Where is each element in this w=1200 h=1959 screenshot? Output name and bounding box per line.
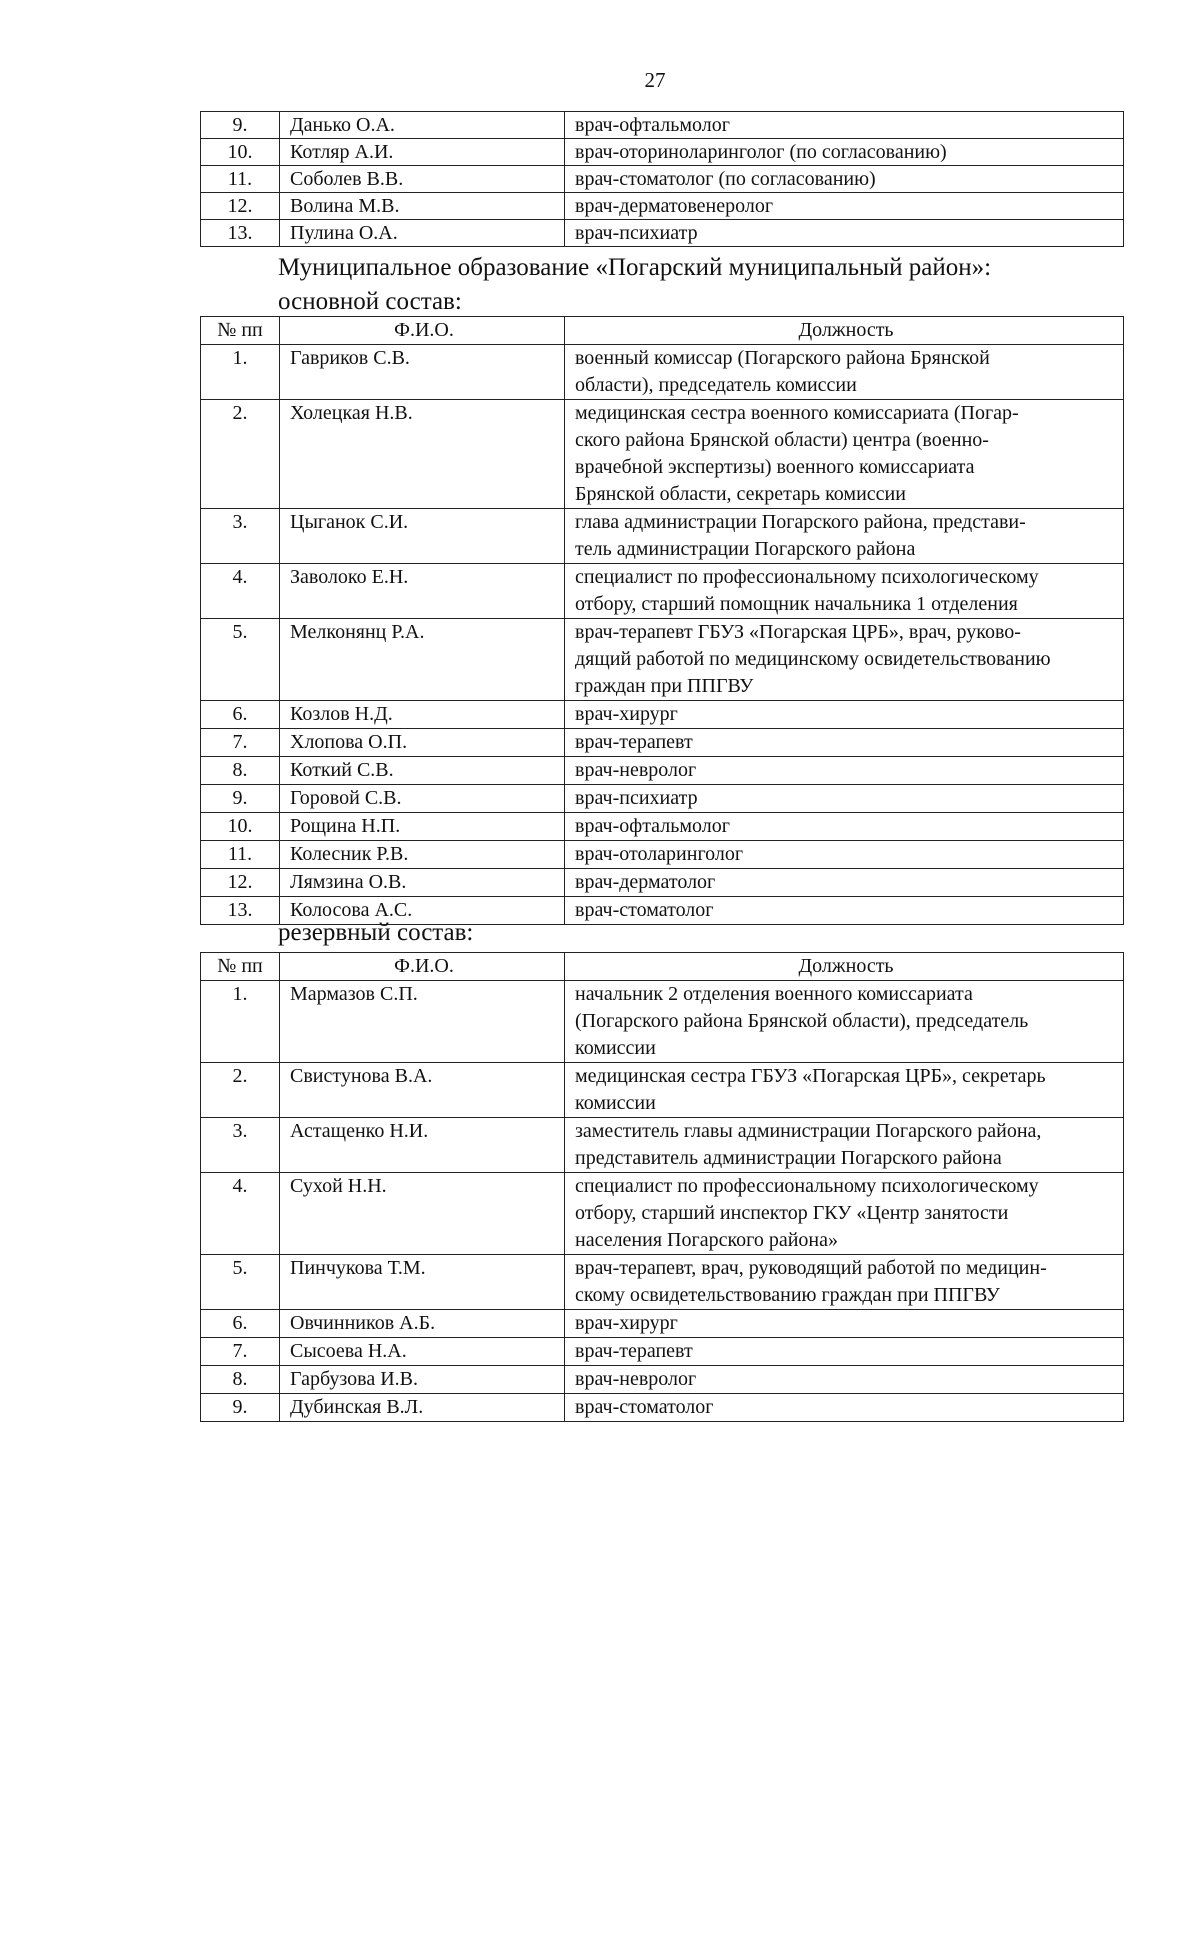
position-line: медицинская сестра военного комиссариата (Погар- — [575, 402, 1019, 424]
person-name: Цыганок С.И. — [280, 509, 565, 564]
table-row — [201, 757, 1124, 785]
position-cell — [565, 1118, 1124, 1173]
position-cell — [565, 564, 1124, 619]
row-number: 8. — [201, 1366, 280, 1394]
table-row — [201, 1366, 1124, 1394]
header-name: Ф.И.О. — [280, 953, 565, 981]
reserve-composition-body — [201, 981, 1124, 1422]
row-number: 6. — [201, 701, 280, 729]
position-line: населения Погарского района» — [575, 1229, 839, 1251]
table-row — [201, 1255, 1124, 1310]
table-row — [201, 619, 1124, 701]
position-line: начальник 2 отделения военного комиссариата — [575, 983, 973, 1005]
position-cell — [565, 897, 1124, 925]
person-name: Козлов Н.Д. — [280, 701, 565, 729]
position-cell: врач-психиатр — [565, 220, 1124, 247]
table-row — [201, 869, 1124, 897]
row-number: 13. — [201, 897, 280, 925]
position-line: врач-хирург — [575, 703, 678, 725]
position-line: врач-терапевт ГБУЗ «Погарская ЦРБ», врач, руково- — [575, 621, 1021, 643]
person-name: Коткий С.В. — [280, 757, 565, 785]
row-number: 2. — [201, 1063, 280, 1118]
person-name: Пулина О.А. — [280, 220, 565, 247]
table-row — [201, 509, 1124, 564]
position-line: врач-дерматолог — [575, 871, 716, 893]
position-cell — [565, 1173, 1124, 1255]
row-number: 13. — [201, 220, 280, 247]
person-name: Пинчукова Т.М. — [280, 1255, 565, 1310]
person-name: Рощина Н.П. — [280, 813, 565, 841]
row-number: 3. — [201, 509, 280, 564]
position-line: врач-хирург — [575, 1312, 678, 1334]
position-cell: врач-дерматовенеролог — [565, 193, 1124, 220]
position-line: врач-невролог — [575, 759, 697, 781]
position-cell — [565, 1063, 1124, 1118]
header-name: Ф.И.О. — [280, 317, 565, 345]
table-row — [201, 220, 1124, 247]
person-name: Астащенко Н.И. — [280, 1118, 565, 1173]
person-name: Свистунова В.А. — [280, 1063, 565, 1118]
table-row — [201, 785, 1124, 813]
row-number: 1. — [201, 345, 280, 400]
table-row — [201, 345, 1124, 400]
row-number: 1. — [201, 981, 280, 1063]
table-row — [201, 139, 1124, 166]
position-line: врач-терапевт — [575, 731, 693, 753]
person-name: Сысоева Н.А. — [280, 1338, 565, 1366]
position-line: комиссии — [575, 1037, 656, 1059]
position-line: врач-стоматолог — [575, 1396, 714, 1418]
row-number: 4. — [201, 1173, 280, 1255]
row-number: 3. — [201, 1118, 280, 1173]
table-row — [201, 112, 1124, 139]
person-name: Овчинников А.Б. — [280, 1310, 565, 1338]
continuation-table-body — [201, 112, 1124, 247]
table-row — [201, 1063, 1124, 1118]
position-line: граждан при ППГВУ — [575, 675, 754, 697]
row-number: 10. — [201, 813, 280, 841]
row-number: 7. — [201, 729, 280, 757]
position-cell — [565, 1394, 1124, 1422]
header-num: № пп — [201, 317, 280, 345]
position-line: врач-терапевт — [575, 1340, 693, 1362]
position-line: медицинская сестра ГБУЗ «Погарская ЦРБ», секретарь — [575, 1065, 1046, 1087]
row-number: 7. — [201, 1338, 280, 1366]
person-name: Дубинская В.Л. — [280, 1394, 565, 1422]
row-number: 11. — [201, 166, 280, 193]
person-name: Гавриков С.В. — [280, 345, 565, 400]
position-cell — [565, 1255, 1124, 1310]
position-line: специалист по профессиональному психологическому — [575, 566, 1039, 588]
page-number: 27 — [644, 68, 666, 92]
table-row — [201, 981, 1124, 1063]
position-line: врач-психиатр — [575, 787, 698, 809]
row-number: 9. — [201, 1394, 280, 1422]
row-number: 10. — [201, 139, 280, 166]
table-row — [201, 166, 1124, 193]
header-position: Должность — [565, 953, 1124, 981]
person-name: Колосова А.С. — [280, 897, 565, 925]
person-name: Заволоко Е.Н. — [280, 564, 565, 619]
table-row — [201, 701, 1124, 729]
person-name: Лямзина О.В. — [280, 869, 565, 897]
position-line: тель администрации Погарского района — [575, 538, 916, 560]
position-line: военный комиссар (Погарского района Брянской — [575, 347, 990, 369]
position-line: представитель администрации Погарского района — [575, 1147, 1002, 1169]
position-cell — [565, 981, 1124, 1063]
table-row — [201, 1338, 1124, 1366]
row-number: 4. — [201, 564, 280, 619]
table-row — [201, 193, 1124, 220]
person-name: Мармазов С.П. — [280, 981, 565, 1063]
row-number: 8. — [201, 757, 280, 785]
position-cell — [565, 729, 1124, 757]
person-name: Данько О.А. — [280, 112, 565, 139]
row-number: 5. — [201, 1255, 280, 1310]
position-cell — [565, 1338, 1124, 1366]
main-composition-label: основной состав: — [278, 288, 462, 315]
row-number: 9. — [201, 785, 280, 813]
position-line: врач-стоматолог — [575, 899, 714, 921]
position-cell: врач-стоматолог (по согласованию) — [565, 166, 1124, 193]
row-number: 11. — [201, 841, 280, 869]
table-row — [201, 729, 1124, 757]
row-number: 2. — [201, 400, 280, 509]
row-number: 12. — [201, 869, 280, 897]
person-name: Котляр А.И. — [280, 139, 565, 166]
table-header-row — [201, 953, 1124, 981]
position-line: врачебной экспертизы) военного комиссариата — [575, 456, 975, 478]
header-num: № пп — [201, 953, 280, 981]
position-line: Брянской области, секретарь комиссии — [575, 483, 906, 505]
position-line: комиссии — [575, 1092, 656, 1114]
row-number: 6. — [201, 1310, 280, 1338]
position-cell — [565, 509, 1124, 564]
table-row — [201, 1310, 1124, 1338]
position-cell — [565, 400, 1124, 509]
position-line: ского района Брянской области) центра (военно- — [575, 429, 989, 451]
table-header-row — [201, 317, 1124, 345]
position-cell: врач-офтальмолог — [565, 112, 1124, 139]
table-row — [201, 841, 1124, 869]
position-line: дящий работой по медицинскому освидетельствованию — [575, 648, 1051, 670]
position-cell — [565, 1310, 1124, 1338]
position-cell — [565, 869, 1124, 897]
table-row — [201, 1173, 1124, 1255]
section-title: Муниципальное образование «Погарский муниципальный район»: — [278, 254, 992, 281]
person-name: Холецкая Н.В. — [280, 400, 565, 509]
position-line: специалист по профессиональному психологическому — [575, 1175, 1039, 1197]
position-cell — [565, 785, 1124, 813]
main-composition-table — [200, 316, 1124, 925]
table-row — [201, 813, 1124, 841]
position-cell — [565, 841, 1124, 869]
main-composition-body — [201, 345, 1124, 925]
position-cell — [565, 701, 1124, 729]
position-line: (Погарского района Брянской области), председатель — [575, 1010, 1029, 1032]
person-name: Волина М.В. — [280, 193, 565, 220]
person-name: Сухой Н.Н. — [280, 1173, 565, 1255]
position-line: врач-терапевт, врач, руководящий работой по медицин- — [575, 1257, 1047, 1279]
row-number: 12. — [201, 193, 280, 220]
table-row — [201, 400, 1124, 509]
position-cell — [565, 813, 1124, 841]
table-row — [201, 1394, 1124, 1422]
position-line: врач-невролог — [575, 1368, 697, 1390]
position-cell — [565, 1366, 1124, 1394]
reserve-composition-label: резервный состав: — [278, 919, 474, 946]
position-cell: врач-оториноларинголог (по согласованию) — [565, 139, 1124, 166]
person-name: Колесник Р.В. — [280, 841, 565, 869]
position-line: отбору, старший помощник начальника 1 отделения — [575, 593, 1018, 615]
position-cell — [565, 757, 1124, 785]
person-name: Мелконянц Р.А. — [280, 619, 565, 701]
position-cell — [565, 619, 1124, 701]
position-line: заместитель главы администрации Погарского района, — [575, 1120, 1042, 1142]
position-line: глава администрации Погарского района, представи- — [575, 511, 1026, 533]
position-line: отбору, старший инспектор ГКУ «Центр занятости — [575, 1202, 1009, 1224]
table-row — [201, 1118, 1124, 1173]
position-cell — [565, 345, 1124, 400]
continuation-table — [200, 111, 1124, 247]
person-name: Хлопова О.П. — [280, 729, 565, 757]
position-line: врач-офтальмолог — [575, 815, 730, 837]
person-name: Горовой С.В. — [280, 785, 565, 813]
reserve-composition-table — [200, 952, 1124, 1422]
position-line: врач-отоларинголог — [575, 843, 744, 865]
row-number: 9. — [201, 112, 280, 139]
position-line: области), председатель комиссии — [575, 374, 857, 396]
position-line: скому освидетельствованию граждан при ППГВУ — [575, 1284, 1000, 1306]
person-name: Соболев В.В. — [280, 166, 565, 193]
header-position: Должность — [565, 317, 1124, 345]
person-name: Гарбузова И.В. — [280, 1366, 565, 1394]
table-row — [201, 564, 1124, 619]
row-number: 5. — [201, 619, 280, 701]
